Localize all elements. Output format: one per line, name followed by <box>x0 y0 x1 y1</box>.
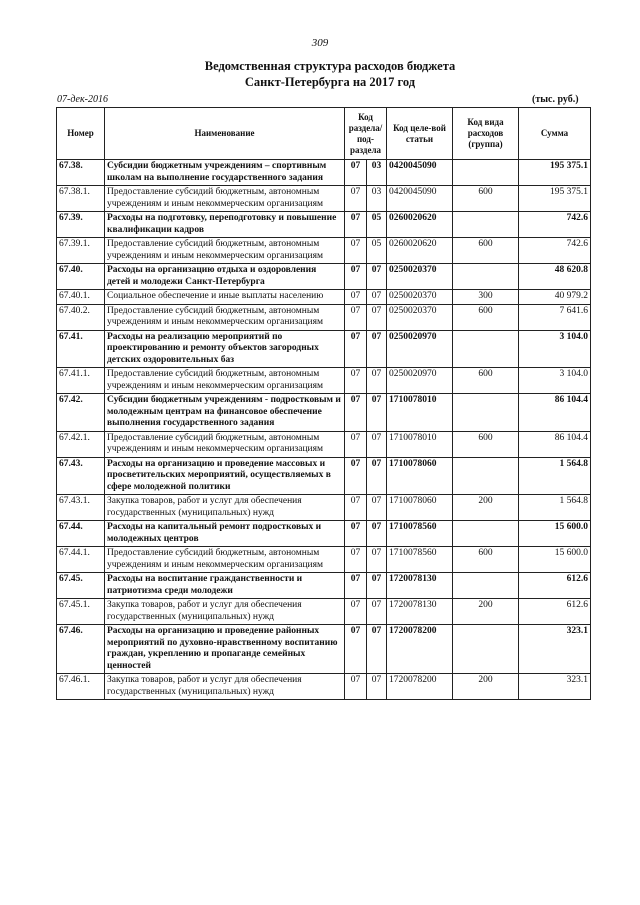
header-target: Код целе-вой статьи <box>387 108 453 160</box>
row-target-code: 1710078010 <box>387 394 453 432</box>
row-number: 67.39.1. <box>57 238 105 264</box>
row-expense-type <box>453 264 519 290</box>
row-subsection: 07 <box>367 394 387 432</box>
row-name: Социальное обеспечение и иные выплаты населению <box>105 290 345 305</box>
row-subsection: 07 <box>367 264 387 290</box>
row-expense-type <box>453 212 519 238</box>
row-sum: 7 641.6 <box>519 304 591 330</box>
row-sum: 3 104.0 <box>519 368 591 394</box>
table-body <box>57 160 591 700</box>
row-target-code: 1710078060 <box>387 457 453 495</box>
table-row <box>57 495 591 521</box>
row-number: 67.42. <box>57 394 105 432</box>
row-name: Субсидии бюджетным учреждениям - подростковым и молодежным центрам на финансовое обеспечение выполнения государственного задания <box>105 394 345 432</box>
row-expense-type <box>453 625 519 674</box>
row-section: 07 <box>345 573 367 599</box>
row-section: 07 <box>345 330 367 368</box>
row-target-code: 0260020620 <box>387 238 453 264</box>
header-sum: Сумма <box>519 108 591 160</box>
row-expense-type <box>453 457 519 495</box>
units-label: (тыс. руб.) <box>532 94 579 105</box>
row-section: 07 <box>345 238 367 264</box>
row-subsection: 07 <box>367 599 387 625</box>
row-section: 07 <box>345 431 367 457</box>
row-name: Закупка товаров, работ и услуг для обеспечения государственных (муниципальных) нужд <box>105 495 345 521</box>
row-sum: 323.1 <box>519 625 591 674</box>
row-name: Предоставление субсидий бюджетным, автономным учреждениям и иным некоммерческим организациям <box>105 368 345 394</box>
row-expense-type: 200 <box>453 674 519 700</box>
row-name: Расходы на реализацию мероприятий по проектированию и ремонту объектов загородных детских оздоровительных баз <box>105 330 345 368</box>
row-name: Закупка товаров, работ и услуг для обеспечения государственных (муниципальных) нужд <box>105 674 345 700</box>
row-section: 07 <box>345 212 367 238</box>
row-number: 67.46. <box>57 625 105 674</box>
table-row <box>57 212 591 238</box>
row-target-code: 0420045090 <box>387 160 453 186</box>
row-subsection: 07 <box>367 625 387 674</box>
row-section: 07 <box>345 547 367 573</box>
row-subsection: 07 <box>367 304 387 330</box>
row-target-code: 1710078560 <box>387 521 453 547</box>
row-expense-type <box>453 330 519 368</box>
row-expense-type <box>453 160 519 186</box>
row-subsection: 07 <box>367 431 387 457</box>
row-expense-type <box>453 521 519 547</box>
row-name: Расходы на подготовку, переподготовку и повышение квалификации кадров <box>105 212 345 238</box>
row-section: 07 <box>345 599 367 625</box>
row-number: 67.40.1. <box>57 290 105 305</box>
row-name: Предоставление субсидий бюджетным, автономным учреждениям и иным некоммерческим организациям <box>105 304 345 330</box>
row-sum: 323.1 <box>519 674 591 700</box>
row-sum: 1 564.8 <box>519 495 591 521</box>
row-subsection: 07 <box>367 547 387 573</box>
row-target-code: 0250020370 <box>387 304 453 330</box>
row-target-code: 0260020620 <box>387 212 453 238</box>
row-number: 67.44.1. <box>57 547 105 573</box>
row-section: 07 <box>345 290 367 305</box>
table-row <box>57 264 591 290</box>
row-subsection: 07 <box>367 368 387 394</box>
row-sum: 3 104.0 <box>519 330 591 368</box>
row-target-code: 0250020970 <box>387 330 453 368</box>
row-sum: 612.6 <box>519 599 591 625</box>
row-target-code: 1710078560 <box>387 547 453 573</box>
row-name: Предоставление субсидий бюджетным, автономным учреждениям и иным некоммерческим организациям <box>105 431 345 457</box>
row-name: Расходы на воспитание гражданственности и патриотизма среди молодежи <box>105 573 345 599</box>
row-section: 07 <box>345 457 367 495</box>
row-number: 67.38. <box>57 160 105 186</box>
row-expense-type: 600 <box>453 304 519 330</box>
row-sum: 48 620.8 <box>519 264 591 290</box>
page-title <box>0 58 640 90</box>
row-name: Расходы на организацию отдыха и оздоровления детей и молодежи Санкт-Петербурга <box>105 264 345 290</box>
row-subsection: 03 <box>367 186 387 212</box>
table-row <box>57 394 591 432</box>
row-number: 67.43. <box>57 457 105 495</box>
row-target-code: 0250020370 <box>387 264 453 290</box>
table-row <box>57 674 591 700</box>
row-sum: 742.6 <box>519 238 591 264</box>
table-header-row <box>57 108 591 160</box>
row-subsection: 07 <box>367 521 387 547</box>
row-name: Субсидии бюджетным учреждениям – спортивным школам на выполнение государственного задания <box>105 160 345 186</box>
row-number: 67.41. <box>57 330 105 368</box>
row-number: 67.45. <box>57 573 105 599</box>
header-section: Код раздела/ под-раздела <box>345 108 387 160</box>
row-sum: 612.6 <box>519 573 591 599</box>
row-target-code: 1720078130 <box>387 573 453 599</box>
row-target-code: 1720078200 <box>387 625 453 674</box>
row-subsection: 07 <box>367 495 387 521</box>
row-sum: 86 104.4 <box>519 394 591 432</box>
row-name: Предоставление субсидий бюджетным, автономным учреждениям и иным некоммерческим организациям <box>105 547 345 573</box>
row-sum: 86 104.4 <box>519 431 591 457</box>
row-target-code: 1720078130 <box>387 599 453 625</box>
row-sum: 15 600.0 <box>519 547 591 573</box>
row-sum: 195 375.1 <box>519 160 591 186</box>
row-number: 67.40. <box>57 264 105 290</box>
header-expense-type: Код вида расходов (группа) <box>453 108 519 160</box>
table-row <box>57 238 591 264</box>
row-section: 07 <box>345 304 367 330</box>
row-section: 07 <box>345 521 367 547</box>
row-subsection: 07 <box>367 290 387 305</box>
header-name: Наименование <box>105 108 345 160</box>
row-expense-type: 600 <box>453 547 519 573</box>
row-sum: 15 600.0 <box>519 521 591 547</box>
row-expense-type: 200 <box>453 495 519 521</box>
page-number: 309 <box>311 37 329 49</box>
table-row <box>57 521 591 547</box>
row-target-code: 1710078010 <box>387 431 453 457</box>
table-row <box>57 625 591 674</box>
row-section: 07 <box>345 186 367 212</box>
row-number: 67.42.1. <box>57 431 105 457</box>
row-section: 07 <box>345 368 367 394</box>
row-expense-type <box>453 394 519 432</box>
row-target-code: 0250020370 <box>387 290 453 305</box>
row-name: Предоставление субсидий бюджетным, автономным учреждениям и иным некоммерческим организациям <box>105 186 345 212</box>
table-row <box>57 457 591 495</box>
row-target-code: 0420045090 <box>387 186 453 212</box>
row-number: 67.41.1. <box>57 368 105 394</box>
table-row <box>57 186 591 212</box>
row-number: 67.43.1. <box>57 495 105 521</box>
row-name: Предоставление субсидий бюджетным, автономным учреждениям и иным некоммерческим организациям <box>105 238 345 264</box>
table-row <box>57 368 591 394</box>
row-subsection: 07 <box>367 457 387 495</box>
row-subsection: 03 <box>367 160 387 186</box>
row-target-code: 1720078200 <box>387 674 453 700</box>
row-name: Расходы на организацию и проведение районных мероприятий по духовно-нравственному воспитанию граждан, укреплению и пропаганде семейных ценностей <box>105 625 345 674</box>
row-number: 67.46.1. <box>57 674 105 700</box>
row-sum: 1 564.8 <box>519 457 591 495</box>
row-section: 07 <box>345 264 367 290</box>
row-subsection: 05 <box>367 212 387 238</box>
row-subsection: 05 <box>367 238 387 264</box>
row-expense-type: 200 <box>453 599 519 625</box>
row-expense-type: 600 <box>453 238 519 264</box>
table-row <box>57 573 591 599</box>
row-number: 67.44. <box>57 521 105 547</box>
budget-table <box>56 107 591 700</box>
row-expense-type: 600 <box>453 186 519 212</box>
document-date: 07-дек-2016 <box>57 94 108 105</box>
table-row <box>57 304 591 330</box>
row-expense-type: 300 <box>453 290 519 305</box>
row-expense-type <box>453 573 519 599</box>
table-row <box>57 160 591 186</box>
row-section: 07 <box>345 674 367 700</box>
row-number: 67.38.1. <box>57 186 105 212</box>
row-name: Расходы на капитальный ремонт подростковых и молодежных центров <box>105 521 345 547</box>
row-number: 67.39. <box>57 212 105 238</box>
table-row <box>57 431 591 457</box>
row-subsection: 07 <box>367 330 387 368</box>
row-number: 67.40.2. <box>57 304 105 330</box>
row-sum: 195 375.1 <box>519 186 591 212</box>
row-name: Расходы на организацию и проведение массовых и просветительских мероприятий, осуществляемых в сфере молодежной политики <box>105 457 345 495</box>
row-number: 67.45.1. <box>57 599 105 625</box>
row-section: 07 <box>345 160 367 186</box>
row-name: Закупка товаров, работ и услуг для обеспечения государственных (муниципальных) нужд <box>105 599 345 625</box>
row-section: 07 <box>345 625 367 674</box>
row-section: 07 <box>345 394 367 432</box>
row-subsection: 07 <box>367 573 387 599</box>
title-line-2: Санкт-Петербурга на 2017 год <box>244 75 416 89</box>
title-line-1: Ведомственная структура расходов бюджета <box>204 59 456 73</box>
table-row <box>57 547 591 573</box>
row-sum: 40 979.2 <box>519 290 591 305</box>
table-row <box>57 599 591 625</box>
row-section: 07 <box>345 495 367 521</box>
header-number: Номер <box>57 108 105 160</box>
row-expense-type: 600 <box>453 368 519 394</box>
row-subsection: 07 <box>367 674 387 700</box>
table-row <box>57 330 591 368</box>
row-target-code: 0250020970 <box>387 368 453 394</box>
row-target-code: 1710078060 <box>387 495 453 521</box>
row-sum: 742.6 <box>519 212 591 238</box>
table-row <box>57 290 591 305</box>
row-expense-type: 600 <box>453 431 519 457</box>
